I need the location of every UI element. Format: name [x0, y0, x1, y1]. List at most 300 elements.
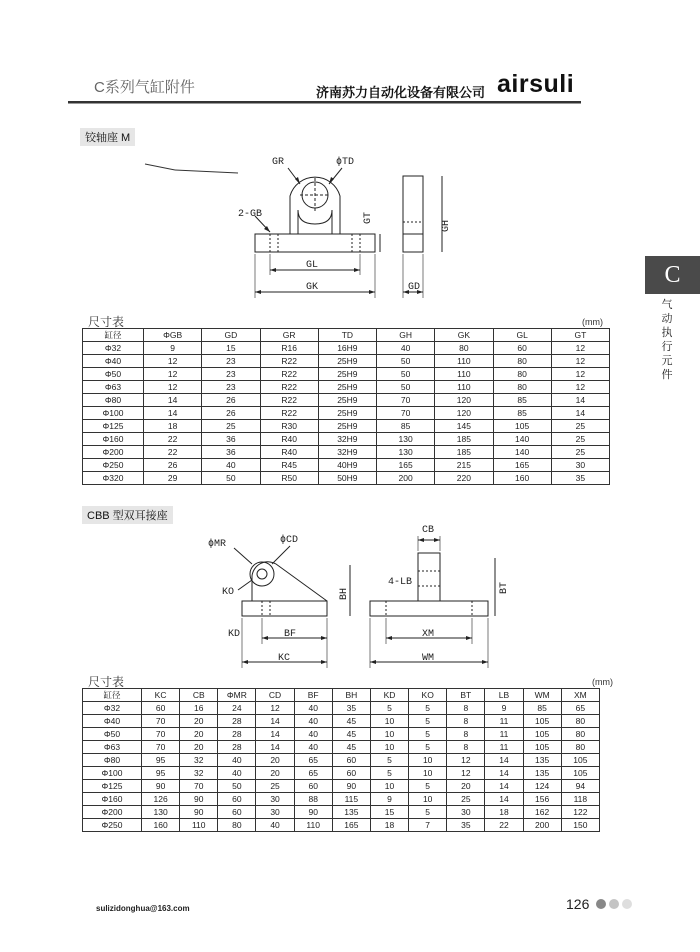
label-gd: GD: [408, 282, 421, 293]
table-cell: 32: [180, 754, 218, 767]
label-gk: GK: [306, 282, 319, 293]
table-header-cell: BT: [447, 689, 485, 702]
table-cell: 45: [332, 715, 370, 728]
table-cell: 105: [523, 715, 561, 728]
label-wm: WM: [422, 653, 435, 664]
table-cell: 9: [370, 793, 408, 806]
table-cell: 200: [377, 472, 435, 485]
table-cell: 36: [202, 446, 260, 459]
table-cell: 28: [218, 728, 256, 741]
table-cell: 110: [435, 355, 493, 368]
table-cell: 25: [551, 433, 609, 446]
table-cell: 50H9: [318, 472, 376, 485]
table-cell: R22: [260, 394, 318, 407]
table-cell: 105: [561, 754, 599, 767]
table-cell: 140: [493, 446, 551, 459]
table-cell: 90: [180, 806, 218, 819]
table-cell: 5: [409, 702, 447, 715]
label-kc: KC: [278, 653, 291, 664]
table-cell: 8: [447, 728, 485, 741]
table-header-cell: TD: [318, 329, 376, 342]
table-cell: 118: [561, 793, 599, 806]
table-cell: 40: [256, 819, 294, 832]
clevis-bracket-diagram: [200, 518, 520, 676]
table-header-cell: KO: [409, 689, 447, 702]
label-gb: 2-GB: [238, 209, 263, 220]
table-cell: 26: [144, 459, 202, 472]
label-ko: KO: [222, 587, 235, 598]
header-brand-logo: airsuli: [497, 70, 575, 98]
side-tab-char: 执: [661, 327, 673, 339]
label-bt: BT: [499, 581, 510, 594]
table-cell: Φ50: [83, 728, 142, 741]
table-header-cell: LB: [485, 689, 523, 702]
table-cell: 10: [370, 780, 408, 793]
table-row: [83, 741, 600, 754]
table-cell: 50: [202, 472, 260, 485]
table-cell: 12: [144, 355, 202, 368]
table-cell: 12: [551, 381, 609, 394]
table-row: [83, 342, 610, 355]
page-dot-3: [622, 899, 632, 909]
table-cell: Φ320: [83, 472, 144, 485]
table-cell: 28: [218, 741, 256, 754]
table-cell: 14: [256, 715, 294, 728]
table-cell: 25H9: [318, 368, 376, 381]
table-cell: 45: [332, 741, 370, 754]
table-header-cell: 缸径: [83, 329, 144, 342]
table-cell: R40: [260, 433, 318, 446]
table-header-row: [83, 689, 600, 702]
table-row: [83, 728, 600, 741]
table-cell: Φ250: [83, 819, 142, 832]
table-cell: Φ160: [83, 433, 144, 446]
table-cell: 90: [332, 780, 370, 793]
table-cell: 23: [202, 381, 260, 394]
table-cell: 115: [332, 793, 370, 806]
table-cell: 32H9: [318, 446, 376, 459]
table-cell: 80: [218, 819, 256, 832]
table-header-cell: BF: [294, 689, 332, 702]
table-header-cell: CB: [180, 689, 218, 702]
table-cell: 8: [447, 715, 485, 728]
table-cell: 28: [218, 715, 256, 728]
table-cell: 18: [370, 819, 408, 832]
side-tab-char: 件: [661, 369, 673, 381]
table-cell: Φ100: [83, 767, 142, 780]
table-cell: 12: [447, 754, 485, 767]
table-cell: 65: [294, 767, 332, 780]
table-cell: 10: [370, 728, 408, 741]
table-cell: 5: [409, 741, 447, 754]
table-cell: 5: [409, 728, 447, 741]
table-cell: 5: [409, 780, 447, 793]
table-cell: 11: [485, 715, 523, 728]
table-cell: 35: [551, 472, 609, 485]
table-cell: 122: [561, 806, 599, 819]
table-cell: 12: [551, 355, 609, 368]
trunnion-mount-diagram: [130, 150, 460, 310]
table-header-cell: BH: [332, 689, 370, 702]
table-cell: Φ40: [83, 355, 144, 368]
table-cell: Φ50: [83, 368, 144, 381]
table-cell: Φ63: [83, 741, 142, 754]
table-cell: 90: [294, 806, 332, 819]
label-bh: BH: [339, 587, 350, 600]
table-cell: 25H9: [318, 355, 376, 368]
table-cell: 85: [493, 407, 551, 420]
table-cell: 105: [523, 728, 561, 741]
table-cell: Φ80: [83, 394, 144, 407]
table-cell: 7: [409, 819, 447, 832]
table-cell: 80: [561, 728, 599, 741]
table-cell: 9: [485, 702, 523, 715]
table-header-cell: GL: [493, 329, 551, 342]
footer-email: sulizidonghua@163.com: [96, 904, 190, 913]
table-cell: 5: [370, 754, 408, 767]
table-cell: 12: [144, 381, 202, 394]
table-cell: 110: [294, 819, 332, 832]
table-cell: 12: [551, 342, 609, 355]
table-cell: 18: [144, 420, 202, 433]
table-cell: 60: [142, 702, 180, 715]
table-cell: 120: [435, 394, 493, 407]
table-cell: 23: [202, 355, 260, 368]
table-cell: 90: [142, 780, 180, 793]
table-cell: 5: [370, 702, 408, 715]
table-header-cell: GH: [377, 329, 435, 342]
table-cell: 25H9: [318, 407, 376, 420]
label-cd: ϕCD: [280, 535, 299, 546]
table-cell: 150: [561, 819, 599, 832]
table-header-cell: GT: [551, 329, 609, 342]
table-cell: 80: [493, 381, 551, 394]
table-cell: 14: [144, 407, 202, 420]
table-cell: R16: [260, 342, 318, 355]
table-cell: R30: [260, 420, 318, 433]
table-cell: 85: [493, 394, 551, 407]
table-cell: 40: [294, 715, 332, 728]
table-cell: 165: [332, 819, 370, 832]
table-cell: 90: [180, 793, 218, 806]
table-cell: 9: [144, 342, 202, 355]
clevis-spec-table: [82, 688, 600, 832]
table-cell: R22: [260, 407, 318, 420]
section2-size-label: 尺寸表: [88, 675, 125, 689]
header-divider-thin: [68, 103, 581, 104]
table-cell: 110: [435, 368, 493, 381]
table-cell: 16: [180, 702, 218, 715]
table-cell: 30: [256, 793, 294, 806]
table-cell: 60: [493, 342, 551, 355]
table-cell: 18: [485, 806, 523, 819]
table-cell: 160: [142, 819, 180, 832]
page-dot-2: [609, 899, 619, 909]
table-cell: 80: [493, 355, 551, 368]
table-row: [83, 767, 600, 780]
table-cell: 5: [409, 715, 447, 728]
table-cell: 12: [447, 767, 485, 780]
table-cell: 162: [523, 806, 561, 819]
table-cell: 25H9: [318, 394, 376, 407]
label-bf: BF: [284, 629, 297, 640]
page-dot-1: [596, 899, 606, 909]
table-cell: 40: [218, 767, 256, 780]
table-cell: 14: [485, 767, 523, 780]
table-header-cell: ΦMR: [218, 689, 256, 702]
side-tab-char: 动: [661, 313, 673, 325]
table-cell: 95: [142, 767, 180, 780]
side-tab-text: [660, 298, 674, 382]
table-cell: 25: [447, 793, 485, 806]
table-cell: 70: [180, 780, 218, 793]
table-cell: 130: [377, 446, 435, 459]
table-cell: 70: [377, 394, 435, 407]
table-header-cell: ΦGB: [144, 329, 202, 342]
table-cell: 30: [256, 806, 294, 819]
table-cell: 5: [409, 806, 447, 819]
table-cell: 12: [256, 702, 294, 715]
table-cell: 70: [377, 407, 435, 420]
table-cell: 135: [332, 806, 370, 819]
table-cell: 65: [561, 702, 599, 715]
table-header-cell: GR: [260, 329, 318, 342]
table-cell: 14: [256, 741, 294, 754]
table-cell: 20: [180, 741, 218, 754]
table-cell: 32H9: [318, 433, 376, 446]
table-cell: 36: [202, 433, 260, 446]
table-row: [83, 715, 600, 728]
table-cell: 35: [332, 702, 370, 715]
table-cell: 26: [202, 394, 260, 407]
table-cell: Φ40: [83, 715, 142, 728]
table-cell: 50: [218, 780, 256, 793]
table-cell: R22: [260, 355, 318, 368]
table-cell: 32: [180, 767, 218, 780]
table-header-cell: GK: [435, 329, 493, 342]
side-tab-char: 行: [661, 341, 673, 353]
label-mr: ϕMR: [208, 539, 227, 550]
table-row: [83, 407, 610, 420]
table-cell: 14: [144, 394, 202, 407]
table-cell: 45: [332, 728, 370, 741]
table-cell: 22: [485, 819, 523, 832]
table-cell: 40H9: [318, 459, 376, 472]
label-gl: GL: [306, 260, 319, 271]
table-cell: Φ125: [83, 780, 142, 793]
table-cell: 70: [142, 741, 180, 754]
table-cell: 25: [551, 446, 609, 459]
table-cell: 70: [142, 728, 180, 741]
table-cell: 126: [142, 793, 180, 806]
table-cell: 145: [435, 420, 493, 433]
page-number: 126: [566, 896, 590, 912]
table-cell: 165: [493, 459, 551, 472]
table-row: [83, 793, 600, 806]
table-cell: 85: [523, 702, 561, 715]
table-cell: R50: [260, 472, 318, 485]
table-cell: Φ100: [83, 407, 144, 420]
table-cell: 60: [332, 754, 370, 767]
table-cell: 12: [144, 368, 202, 381]
label-cb: CB: [422, 525, 435, 536]
table-cell: 220: [435, 472, 493, 485]
table-cell: Φ160: [83, 793, 142, 806]
table-cell: 35: [447, 819, 485, 832]
label-td: ϕTD: [336, 157, 355, 168]
trunnion-spec-table: [82, 328, 610, 485]
table-cell: 25: [551, 420, 609, 433]
section2-unit: (mm): [592, 677, 613, 687]
table-cell: Φ80: [83, 754, 142, 767]
table-cell: Φ250: [83, 459, 144, 472]
table-cell: 124: [523, 780, 561, 793]
table-cell: 130: [377, 433, 435, 446]
header-section-title: C系列气缸附件: [94, 79, 195, 96]
table-cell: 50: [377, 368, 435, 381]
table-cell: 8: [447, 741, 485, 754]
table-cell: 88: [294, 793, 332, 806]
table-cell: Φ200: [83, 446, 144, 459]
table-cell: 105: [561, 767, 599, 780]
section1-unit: (mm): [582, 317, 603, 327]
table-cell: 156: [523, 793, 561, 806]
table-cell: 200: [523, 819, 561, 832]
table-cell: 10: [409, 754, 447, 767]
table-cell: 160: [493, 472, 551, 485]
table-row: [83, 702, 600, 715]
table-cell: 11: [485, 741, 523, 754]
table-row: [83, 394, 610, 407]
table-cell: 15: [370, 806, 408, 819]
label-kd: KD: [228, 629, 241, 640]
table-cell: 25H9: [318, 381, 376, 394]
table-row: [83, 754, 600, 767]
table-cell: 14: [551, 407, 609, 420]
table-cell: 20: [256, 767, 294, 780]
table-header-cell: KD: [370, 689, 408, 702]
table-header-cell: WM: [523, 689, 561, 702]
table-cell: 26: [202, 407, 260, 420]
table-cell: 105: [493, 420, 551, 433]
table-cell: 94: [561, 780, 599, 793]
table-cell: 20: [447, 780, 485, 793]
table-header-cell: XM: [561, 689, 599, 702]
table-cell: 50: [377, 355, 435, 368]
table-cell: 95: [142, 754, 180, 767]
table-cell: 12: [551, 368, 609, 381]
table-cell: 40: [294, 741, 332, 754]
table-row: [83, 368, 610, 381]
table-cell: 40: [294, 702, 332, 715]
table-cell: 30: [551, 459, 609, 472]
table-cell: R40: [260, 446, 318, 459]
label-xm: XM: [422, 629, 435, 640]
table-cell: 60: [218, 806, 256, 819]
table-cell: 120: [435, 407, 493, 420]
table-cell: 70: [142, 715, 180, 728]
table-cell: 185: [435, 433, 493, 446]
table-cell: 80: [561, 741, 599, 754]
table-cell: 20: [180, 728, 218, 741]
table-cell: 110: [180, 819, 218, 832]
header-company-name: 济南苏力自动化设备有限公司: [316, 85, 486, 100]
table-cell: 130: [142, 806, 180, 819]
table-cell: 60: [294, 780, 332, 793]
table-row: [83, 446, 610, 459]
table-row: [83, 472, 610, 485]
table-cell: 40: [218, 754, 256, 767]
table-cell: 40: [377, 342, 435, 355]
table-row: [83, 420, 610, 433]
side-tab-letter: C: [645, 256, 700, 294]
table-cell: 23: [202, 368, 260, 381]
table-cell: 11: [485, 728, 523, 741]
table-cell: R22: [260, 381, 318, 394]
table-cell: 135: [523, 754, 561, 767]
table-cell: 14: [551, 394, 609, 407]
table-cell: 20: [256, 754, 294, 767]
table-cell: 25H9: [318, 420, 376, 433]
table-cell: 16H9: [318, 342, 376, 355]
table-row: [83, 459, 610, 472]
label-gh: GH: [441, 219, 452, 232]
table-cell: 22: [144, 446, 202, 459]
table-row: [83, 433, 610, 446]
table-cell: 110: [435, 381, 493, 394]
table-header-cell: CD: [256, 689, 294, 702]
section1-title: 铰轴座 M: [80, 128, 135, 146]
table-cell: 10: [370, 741, 408, 754]
table-cell: 105: [523, 741, 561, 754]
table-cell: 10: [409, 793, 447, 806]
table-cell: 29: [144, 472, 202, 485]
table-cell: 140: [493, 433, 551, 446]
table-cell: 60: [332, 767, 370, 780]
label-lb: 4-LB: [388, 577, 413, 588]
section1-size-label: 尺寸表: [88, 315, 125, 329]
table-cell: Φ32: [83, 342, 144, 355]
table-cell: Φ200: [83, 806, 142, 819]
table-cell: 135: [523, 767, 561, 780]
table-header-row: [83, 329, 610, 342]
table-cell: 65: [294, 754, 332, 767]
table-cell: 165: [377, 459, 435, 472]
table-cell: 8: [447, 702, 485, 715]
table-cell: 40: [202, 459, 260, 472]
table-cell: 14: [485, 780, 523, 793]
table-header-cell: 缸径: [83, 689, 142, 702]
table-cell: 80: [493, 368, 551, 381]
table-cell: 50: [377, 381, 435, 394]
table-cell: 80: [435, 342, 493, 355]
table-cell: 24: [218, 702, 256, 715]
label-gr: GR: [272, 157, 285, 168]
table-cell: 22: [144, 433, 202, 446]
table-cell: 185: [435, 446, 493, 459]
table-cell: 14: [485, 754, 523, 767]
table-cell: R22: [260, 368, 318, 381]
table-cell: 15: [202, 342, 260, 355]
table-cell: R45: [260, 459, 318, 472]
side-tab-char: 气: [661, 299, 673, 311]
table-cell: 10: [370, 715, 408, 728]
table-row: [83, 381, 610, 394]
table-cell: 25: [202, 420, 260, 433]
table-cell: 80: [561, 715, 599, 728]
table-cell: 85: [377, 420, 435, 433]
table-row: [83, 819, 600, 832]
